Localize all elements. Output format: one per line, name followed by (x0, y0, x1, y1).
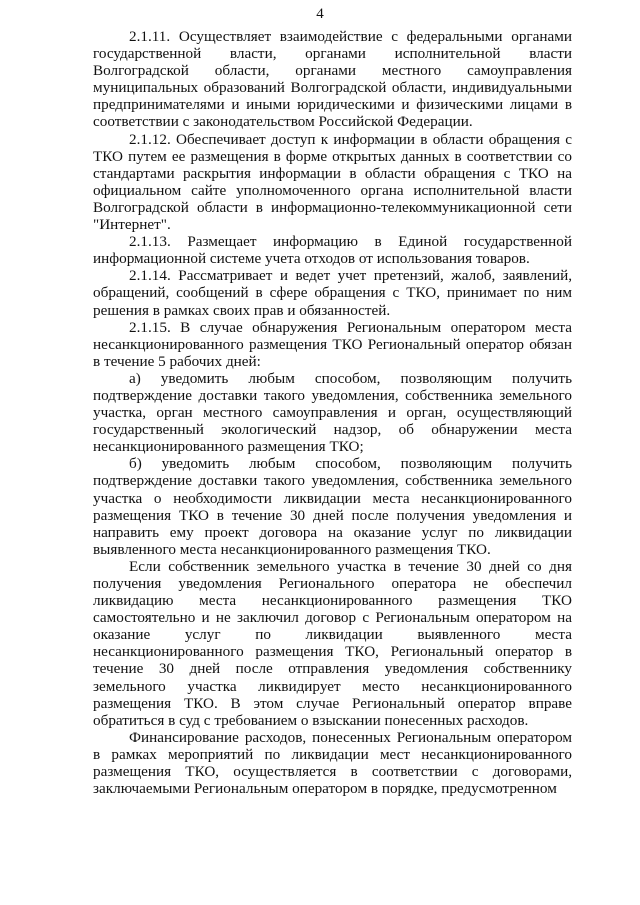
paragraph-2-1-12: 2.1.12. Обеспечивает доступ к информации в области обращения с ТКО путем ее размещения в форме открытых данных в соответствии со стандартами раскрытия информации в области обращения с ТКО на официальном сайте уполномоченного органа исполнительной власти Волгоградской области в информационно-телекоммуникационной сети "Интернет". (93, 130, 572, 234)
paragraph-item-b: б) уведомить любым способом, позволяющим получить подтверждение доставки такого уведомления, собственника земельного участка о необходимости ликвидации места несанкционированного размещения ТКО в течение 30 дней после получения уведомления и направить ему проект договора на оказание услуг по ликвидации выявленного места несанкционированного размещения ТКО. (93, 455, 572, 558)
paragraph-2-1-13: 2.1.13. Размещает информацию в Единой государственной информационной системе учета отходов от использования товаров. (93, 233, 572, 268)
paragraph-financing: Финансирование расходов, понесенных Региональным оператором в рамках мероприятий по ликвидации мест несанкционированного размещения ТКО, осуществляется в соответствии с договорами, заключаемыми Региональным оператором в порядке, предусмотренном (93, 728, 572, 798)
paragraph-item-a: а) уведомить любым способом, позволяющим получить подтверждение доставки такого уведомления, собственника земельного участка, орган местного самоуправления и орган, осуществляющий государственный экологический надзор, об обнаружении места несанкционированного размещения ТКО; (93, 369, 572, 456)
page-number: 4 (316, 6, 324, 22)
paragraph-owner-liquidation: Если собственник земельного участка в течение 30 дней со дня получения уведомления Регионального оператора не обеспечил ликвидацию места несанкционированного размещения ТКО самостоятельно и не заключил договор с Региональным оператором на оказание услуг по ликвидации выявленного места несанкционированного размещения ТКО, Региональный оператор в течение 30 дней после отправления уведомления собственнику земельного участка ликвидирует место несанкционированного размещения ТКО. В этом случае Региональный оператор вправе обратиться в суд с требованием о взыскании понесенных расходов. (93, 557, 572, 729)
paragraph-2-1-11: 2.1.11. Осуществляет взаимодействие с федеральными органами государственной власти, органами исполнительной власти Волгоградской области, органами местного самоуправления муниципальных образований Волгоградской области, индивидуальными предпринимателями и иными юридическими и физическими лицами в соответствии с законодательством Российской Федерации. (93, 28, 572, 131)
document-body (93, 28, 572, 797)
paragraph-2-1-14: 2.1.14. Рассматривает и ведет учет претензий, жалоб, заявлений, обращений, сообщений в сфере обращения с ТКО, принимает по ним решения в рамках своих прав и обязанностей. (93, 267, 572, 319)
paragraph-2-1-15: 2.1.15. В случае обнаружения Региональным оператором места несанкционированного размещения ТКО Региональный оператор обязан в течение 5 рабочих дней: (93, 318, 572, 370)
